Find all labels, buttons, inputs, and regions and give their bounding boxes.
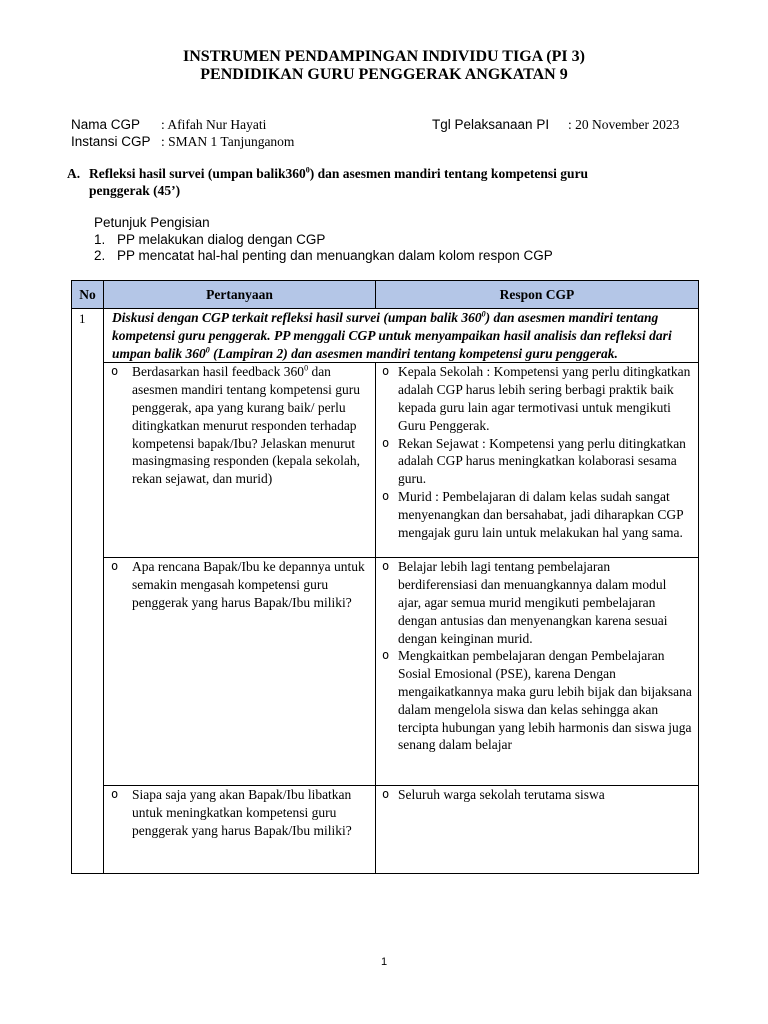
bullet-icon: o xyxy=(111,559,119,574)
table-row xyxy=(72,363,699,558)
tgl-value: : 20 November 2023 xyxy=(568,117,680,132)
response-2-item-1: o Belajar lebih lagi tentang pembelajaran berdiferensiasi dan menuangkannya dalam modul ajar, agar semua murid mengikuti pembelajaran dengan antusias dan menyenangkan karena sesuai dengan keinginan murid. xyxy=(382,559,668,646)
doc-title-line2: PENDIDIKAN GURU PENGGERAK ANGKATAN 9 xyxy=(200,66,568,83)
bullet-icon: o xyxy=(382,488,390,503)
row-number: 1 xyxy=(72,309,104,874)
question-cell-1 xyxy=(104,363,376,558)
table-row xyxy=(72,558,699,786)
bullet-icon: o xyxy=(382,559,390,574)
question-cell-3 xyxy=(104,786,376,874)
nama-value: : Afifah Nur Hayati xyxy=(161,117,267,132)
bullet-icon: o xyxy=(111,787,119,802)
response-cell-2 xyxy=(376,558,699,786)
response-1-item-1: o Kepala Sekolah : Kompetensi yang perlu ditingkatkan adalah CGP harus lebih sering berbagi praktik baik kepada guru lain agar termotivasi untuk mengikuti Guru Penggerak. xyxy=(382,364,691,433)
instructions-heading: Petunjuk Pengisian xyxy=(94,215,210,230)
response-1-item-3: o Murid : Pembelajaran di dalam kelas sudah sangat menyenangkan dan bersahabat, jadi diharapkan CGP mengajak guru lain untuk melakukan hal yang sama. xyxy=(382,488,684,540)
header-no: No xyxy=(72,281,104,309)
instruction-num-2: 2. xyxy=(94,248,106,263)
section-heading-line1: Refleksi hasil survei (umpan $balik360^0$) dan asesmen mandiri tentang kompetensi guru xyxy=(89,165,589,181)
doc-title-line1: INSTRUMEN PENDAMPINGAN INDIVIDU TIGA (PI 3) xyxy=(183,48,585,65)
instruction-item-1: PP melakukan dialog dengan CGP xyxy=(117,232,326,247)
intro-text: Diskusi dengan CGP terkait refleksi hasil survei (umpan balik $360^0$) dan asesmen mandiri tentang kompetensi guru penggerak. PP menggali CGP untuk menyampaikan hasil analisis dan refleksi dari umpan balik $360^0$ (Lampiran 2) dan asesmen mandiri tentang kompetensi guru penggerak. xyxy=(104,309,699,363)
table-row xyxy=(72,786,699,874)
response-cell-1 xyxy=(376,363,699,558)
nama-label: Nama CGP xyxy=(71,117,141,132)
bullet-icon: o xyxy=(382,787,390,802)
response-1-item-2: o Rekan Sejawat : Kompetensi yang perlu ditingkatkan adalah CGP harus meningkatkan kolaborasi sesama guru. xyxy=(382,435,686,487)
table-row xyxy=(72,309,699,363)
instansi-value: : SMAN 1 Tanjunganom xyxy=(161,134,295,149)
header-response: Respon CGP xyxy=(376,281,699,309)
bullet-icon: o xyxy=(382,648,390,663)
response-3-item-1: o Seluruh warga sekolah terutama siswa xyxy=(382,787,605,803)
header-question: Pertanyaan xyxy=(104,281,376,309)
question-3: o Siapa saja yang akan Bapak/Ibu libatkan untuk meningkatkan kompetensi guru penggerak yang harus Bapak/Ibu miliki? xyxy=(111,787,352,838)
table-header-row xyxy=(72,281,699,309)
bullet-icon: o xyxy=(111,364,119,379)
instruction-item-2: PP mencatat hal-hal penting dan menuangkan dalam kolom respon CGP xyxy=(117,248,553,263)
question-2: o Apa rencana Bapak/Ibu ke depannya untuk semakin mengasah kompetensi guru penggerak yang harus Bapak/Ibu miliki? xyxy=(111,559,365,610)
instansi-label: Instansi CGP xyxy=(71,134,151,149)
section-letter: A. xyxy=(67,166,81,181)
bullet-icon: o xyxy=(382,364,390,379)
response-cell-3 xyxy=(376,786,699,874)
question-1: o Berdasarkan hasil feedback $360^0$ dan asesmen mandiri tentang kompetensi guru penggerak, apa yang kurang baik/ perlu ditingkatkan menurut responden terhadap kompetensi bapak/Ibu? Jelaskan menurut masingmasing responden (kepala sekolah, rekan sejawat, dan murid) xyxy=(111,363,360,487)
section-heading-line2: penggerak (45’) xyxy=(89,183,181,198)
question-table xyxy=(71,280,699,874)
response-2-item-2: o Mengkaitkan pembelajaran dengan Pembelajaran Sosial Emosional (PSE), karena Dengan mengaikatkannya maka guru lebih bijak dan bijaksana dalam mengelola siswa dan kelas sehingga akan tercipta hubungan yang lebih harmonis dan siswa juga senang dalam belajar xyxy=(382,648,692,753)
tgl-label: Tgl Pelaksanaan PI xyxy=(432,117,550,132)
instruction-num-1: 1. xyxy=(94,232,106,247)
bullet-icon: o xyxy=(382,435,390,450)
page-number: 1 xyxy=(380,956,388,968)
question-cell-2 xyxy=(104,558,376,786)
